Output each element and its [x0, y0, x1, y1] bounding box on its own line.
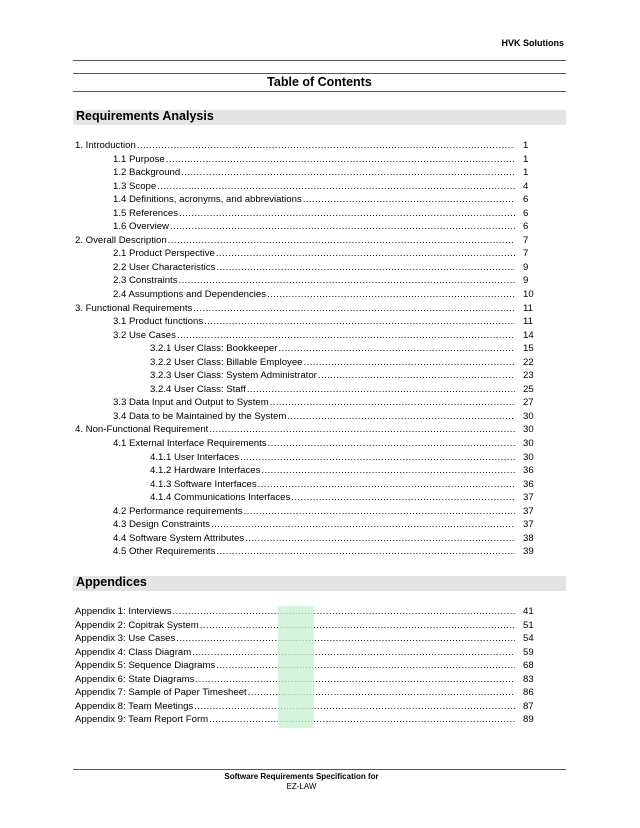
toc-entry-label: 1.5 References [113, 207, 179, 219]
toc-page-number: 1 [523, 153, 529, 165]
toc-entry-label: 1.2 Background [113, 167, 181, 179]
header-company: HVK Solutions [501, 38, 564, 48]
dot-leader [247, 383, 515, 397]
toc-page-number: 37 [523, 505, 534, 517]
toc-entry-label: Appendix 8: Team Meetings [75, 700, 194, 712]
toc-entry[interactable] [75, 505, 534, 519]
toc-entry[interactable] [75, 478, 534, 492]
toc-entry-line [75, 139, 515, 153]
toc-page-number: 89 [523, 714, 534, 726]
toc-page-number: 54 [523, 633, 534, 645]
toc-entry-line [113, 207, 515, 221]
toc-page-number: 51 [523, 619, 534, 631]
toc-entry[interactable] [75, 410, 534, 424]
dot-leader [244, 505, 515, 519]
dot-leader [209, 713, 515, 727]
toc-entry-label: 4. Non-Functional Requirement [75, 424, 209, 436]
dot-leader [291, 491, 515, 505]
section-heading: Appendices [76, 575, 147, 589]
page-title: Table of Contents [267, 75, 372, 89]
toc-entry[interactable] [75, 261, 529, 275]
toc-page-number: 7 [523, 234, 529, 246]
dot-leader [270, 396, 515, 410]
toc-entry[interactable] [75, 180, 529, 194]
toc-entry-label: Appendix 7: Sample of Paper Timesheet [75, 687, 247, 699]
toc-entry-line [113, 545, 515, 559]
dot-leader [318, 369, 515, 383]
toc-entry-line [75, 234, 515, 248]
toc-page-number: 38 [523, 532, 534, 544]
toc-entry[interactable] [75, 329, 534, 343]
toc-entry[interactable] [75, 423, 534, 437]
dot-leader [216, 247, 515, 261]
dot-leader [200, 619, 515, 633]
toc-entry-line [113, 437, 515, 451]
toc-entry-line [113, 274, 515, 288]
dot-leader [211, 518, 515, 532]
dot-leader [173, 605, 515, 619]
dot-leader [267, 288, 515, 302]
toc-entry-label: 4.1.1 User Interfaces [150, 451, 240, 463]
footer-product: EZ-LAW [286, 782, 317, 791]
dot-leader [204, 315, 515, 329]
toc-entry-line [113, 396, 515, 410]
toc-entry-label: 3.4 Data to be Maintained by the System [113, 410, 287, 422]
dot-leader [168, 234, 515, 248]
toc-page-number: 15 [523, 343, 534, 355]
dot-leader [303, 193, 515, 207]
toc-entry[interactable] [75, 383, 534, 397]
dot-leader [268, 437, 515, 451]
toc-entry-label: Appendix 2: Copitrak System [75, 619, 199, 631]
toc-page-number: 6 [523, 194, 529, 206]
toc-entry-label: Appendix 1: Interviews [75, 606, 172, 617]
toc-entry-label: Appendix 4: Class Diagram [75, 646, 192, 658]
footer-rule [73, 769, 566, 770]
toc-entry-label: 1.3 Scope [113, 180, 157, 192]
dot-leader [216, 659, 515, 673]
toc-entry-label: 3.2.2 User Class: Billable Employee [150, 356, 303, 368]
toc-page-number: 25 [523, 383, 534, 395]
toc-entry-line [113, 315, 515, 329]
toc-page-number: 6 [523, 221, 529, 233]
dot-leader [258, 478, 515, 492]
toc-page-number: 27 [523, 397, 534, 409]
toc-entry-line [150, 478, 515, 492]
dot-leader [177, 329, 515, 343]
toc-entry-line [113, 329, 515, 343]
toc-page-number: 30 [523, 424, 534, 436]
toc-entry[interactable] [75, 220, 529, 234]
toc-entry-line [113, 166, 515, 180]
toc-page-number: 41 [523, 606, 534, 617]
toc-page-number: 39 [523, 546, 534, 558]
dot-leader [193, 302, 515, 316]
section-bar-appendices [73, 576, 566, 591]
dot-leader [209, 423, 515, 437]
toc-page-number: 59 [523, 646, 534, 658]
toc-entry[interactable] [75, 302, 533, 316]
dot-leader [192, 646, 515, 660]
toc-entry-line [150, 356, 515, 370]
toc-entry-line [113, 247, 515, 261]
toc-entry-label: 3.2.1 User Class: Bookkeeper [150, 343, 278, 355]
toc-entry-line [150, 369, 515, 383]
toc-entry[interactable] [75, 532, 534, 546]
toc-page-number: 30 [523, 410, 534, 422]
toc-entry-line [113, 193, 515, 207]
toc-page-number: 10 [523, 289, 534, 301]
toc-entry[interactable] [75, 153, 529, 167]
dot-leader [287, 410, 515, 424]
section-heading: Requirements Analysis [76, 109, 214, 123]
toc-entry-label: 4.1.2 Hardware Interfaces [150, 465, 261, 477]
toc-entry-label: 2.4 Assumptions and Dependencies [113, 289, 267, 301]
toc-entry-label: 1.1 Purpose [113, 153, 165, 165]
toc-page-number: 11 [523, 316, 533, 328]
toc-entry[interactable] [75, 369, 534, 383]
toc-entry-label: 4.1 External Interface Requirements [113, 438, 267, 450]
toc-entry-label: 4.5 Other Requirements [113, 546, 216, 558]
toc-page-number: 9 [523, 275, 529, 287]
toc-entry-line [113, 220, 515, 234]
toc-entry-line [113, 261, 515, 275]
toc-entry[interactable] [75, 274, 529, 288]
dot-leader [195, 673, 515, 687]
dot-leader [170, 220, 515, 234]
toc-entry-line [113, 505, 515, 519]
toc-entry-line [113, 518, 515, 532]
toc-page-number: 68 [523, 660, 534, 672]
toc-page-number: 87 [523, 700, 534, 712]
title-rule-top [73, 73, 566, 74]
toc-entry[interactable] [75, 356, 534, 370]
highlight-mark [278, 606, 314, 728]
toc-entry[interactable] [75, 207, 529, 221]
toc-entry-label: Appendix 6: State Diagrams [75, 673, 195, 685]
section-bar-requirements [73, 110, 566, 125]
toc-entry-label: 4.3 Design Constraints [113, 519, 211, 531]
dot-leader [179, 207, 515, 221]
toc-entry-label: 3.2.4 User Class: Staff [150, 383, 246, 395]
toc-entry-label: 4.1.4 Communications Interfaces [150, 492, 291, 504]
toc-page-number: 7 [523, 248, 529, 260]
toc-page-number: 9 [523, 261, 529, 273]
toc-page-number: 22 [523, 356, 534, 368]
toc-page-number: 1 [523, 167, 529, 179]
toc-page-number: 1 [523, 140, 529, 151]
dot-leader [179, 274, 515, 288]
toc-entry[interactable] [75, 193, 529, 207]
toc-entry[interactable] [75, 464, 534, 478]
top-rule [73, 60, 566, 61]
toc-entry-line [113, 410, 515, 424]
toc-page-number: 86 [523, 687, 534, 699]
toc-entry-label: 3.1 Product functions [113, 316, 204, 328]
dot-leader [157, 180, 515, 194]
toc-page-number: 37 [523, 492, 534, 504]
toc-entry-label: 4.4 Software System Attributes [113, 532, 245, 544]
toc-entry-label: 1.4 Definitions, acronyms, and abbreviations [113, 194, 302, 206]
dot-leader [240, 451, 515, 465]
dot-leader [176, 632, 515, 646]
dot-leader [216, 261, 515, 275]
toc-page-number: 23 [523, 370, 534, 382]
dot-leader [137, 139, 515, 153]
toc-entry-line [150, 451, 515, 465]
dot-leader [245, 532, 515, 546]
toc-entry[interactable] [75, 315, 533, 329]
toc-entry[interactable] [75, 451, 534, 465]
toc-entry[interactable] [75, 396, 534, 410]
toc-page-number: 36 [523, 478, 534, 490]
toc-entry[interactable] [75, 166, 529, 180]
toc-entry-label: 4.2 Performance requirements [113, 505, 243, 517]
toc-page-number: 11 [523, 302, 533, 314]
toc-page-number: 4 [523, 180, 529, 192]
toc-entry-label: Appendix 5: Sequence Diagrams [75, 660, 216, 672]
toc-entry-label: Appendix 3: Use Cases [75, 633, 176, 645]
toc-entry-line [113, 180, 515, 194]
toc-entry-label: 2. Overall Description [75, 234, 167, 246]
toc-list-requirements [75, 139, 534, 559]
toc-entry-line [150, 383, 515, 397]
toc-page-number: 37 [523, 519, 534, 531]
toc-page-number: 30 [523, 451, 534, 463]
toc-entry[interactable] [75, 234, 529, 248]
toc-entry-label: 3.3 Data Input and Output to System [113, 397, 269, 409]
toc-entry[interactable] [75, 545, 534, 559]
dot-leader [181, 166, 515, 180]
toc-entry-label: 2.1 Product Perspective [113, 248, 215, 260]
toc-entry-label: 1.6 Overview [113, 221, 169, 233]
footer-title: Software Requirements Specification for [224, 772, 379, 781]
toc-page-number: 14 [523, 329, 534, 341]
toc-entry-line [113, 532, 515, 546]
toc-page-number: 30 [523, 438, 534, 450]
toc-entry-line [75, 302, 515, 316]
toc-entry[interactable] [75, 491, 534, 505]
dot-leader [278, 342, 515, 356]
toc-page-number: 36 [523, 465, 534, 477]
toc-entry[interactable] [75, 288, 534, 302]
toc-entry[interactable] [75, 342, 534, 356]
toc-entry[interactable] [75, 139, 529, 153]
toc-page-number: 6 [523, 207, 529, 219]
toc-entry-label: 3.2.3 User Class: System Administrator [150, 370, 317, 382]
title-rule-bottom [73, 91, 566, 92]
dot-leader [194, 700, 515, 714]
toc-entry[interactable] [75, 518, 534, 532]
toc-entry-label: 1. Introduction [75, 140, 136, 151]
toc-entry-line [150, 342, 515, 356]
toc-entry-label: 4.1.3 Software Interfaces [150, 478, 257, 490]
toc-entry-label: 3.2 Use Cases [113, 329, 176, 341]
toc-entry-label: 3. Functional Requirements [75, 302, 193, 314]
toc-entry-line [113, 288, 515, 302]
toc-entry[interactable] [75, 247, 529, 261]
toc-entry-label: 2.2 User Characteristics [113, 261, 216, 273]
toc-entry-line [150, 491, 515, 505]
dot-leader [166, 153, 515, 167]
dot-leader [304, 356, 515, 370]
dot-leader [261, 464, 515, 478]
toc-entry-label: Appendix 9: Team Report Form [75, 714, 209, 726]
toc-entry-line [150, 464, 515, 478]
toc-entry-label: 2.3 Constraints [113, 275, 178, 287]
toc-entry[interactable] [75, 437, 534, 451]
toc-page-number: 83 [523, 673, 534, 685]
toc-entry-line [113, 153, 515, 167]
toc-entry-line [75, 423, 515, 437]
dot-leader [216, 545, 515, 559]
